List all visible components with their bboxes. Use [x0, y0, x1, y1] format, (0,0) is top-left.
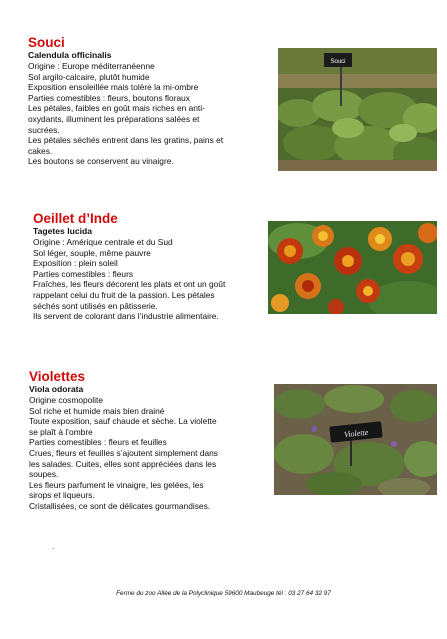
violette-sign-text: Violette: [343, 427, 369, 440]
section-title: Oeillet d’Inde: [33, 211, 118, 226]
section-souci: [28, 35, 263, 167]
souci-photo: [278, 48, 437, 171]
text-line: Parties comestibles : fleurs, boutons floraux: [28, 92, 190, 103]
oeillet-photo: [268, 221, 437, 314]
latin-name: Calendula officinalis: [28, 50, 112, 60]
violette-photo: [274, 384, 437, 495]
text-line: oxydants, illuminent les préparations salées et: [28, 113, 200, 124]
text-line: Origine : Europe méditerranéenne: [28, 61, 155, 71]
text-line: Sol léger, souple, même pauvre: [33, 247, 151, 258]
text-line: Exposition ensoleillée mais tolère la mi-ombre: [28, 82, 199, 93]
section-title: Violettes: [29, 369, 86, 384]
text-line: sirops et liqueurs.: [29, 490, 95, 501]
footer-address: Ferme du zoo Allée de la Polyclinique 59600 Maubeuge tél : 03 27 64 32 97: [116, 590, 331, 597]
stray-dot: .: [52, 542, 55, 551]
text-line: Crues, fleurs et feuilles s’ajoutent simplement dans: [29, 447, 218, 458]
text-line: Sol argilo-calcaire, plutôt humide: [28, 71, 150, 82]
text-line: Toute exposition, sauf chaude et sèche. La violette: [29, 416, 217, 427]
section-oeillet-dinde: [33, 211, 265, 322]
text-line: se plaît à l’ombre: [29, 426, 93, 437]
latin-name: Viola odorata: [29, 384, 84, 394]
text-line: Exposition : plein soleil: [33, 258, 118, 269]
text-line: Ils servent de colorant dans l’industrie alimentaire.: [33, 311, 219, 322]
text-line: Origine cosmopolite: [29, 395, 104, 405]
text-line: Origine : Amérique centrale et du Sud: [33, 237, 173, 247]
text-line: séchés sont utilisés en pâtisserie.: [33, 300, 158, 311]
text-line: Les pétales séchés entrent dans les gratins, pains et: [28, 135, 224, 146]
text-line: sucrées.: [28, 124, 60, 135]
text-line: cakes.: [28, 145, 53, 156]
latin-name: Tagetes lucida: [33, 226, 93, 236]
text-line: Parties comestibles : fleurs: [33, 268, 134, 279]
text-line: les salades. Cuites, elles sont appréciées dans les: [29, 458, 217, 469]
text-line: Cristallisées, ce sont de délicates gourmandises.: [29, 500, 211, 511]
section-violettes: [29, 369, 265, 512]
text-line: Fraîches, les fleurs décorent les plats et ont un goût: [33, 279, 226, 290]
text-line: Les pétales, faibles en goût mais riches en anti-: [28, 103, 205, 114]
text-line: Sol riche et humide mais bien drainé: [29, 405, 165, 416]
text-line: Les fleurs parfument le vinaigre, les gelées, les: [29, 479, 204, 490]
text-line: Parties comestibles : fleurs et feuilles: [29, 437, 167, 448]
text-line: Les boutons se conservent au vinaigre.: [28, 156, 174, 167]
section-title: Souci: [28, 35, 65, 50]
text-line: rappelant celui du fruit de la passion. Les pétales: [33, 289, 215, 300]
souci-sign-text: Souci: [330, 59, 346, 65]
text-line: soupes.: [29, 469, 59, 480]
